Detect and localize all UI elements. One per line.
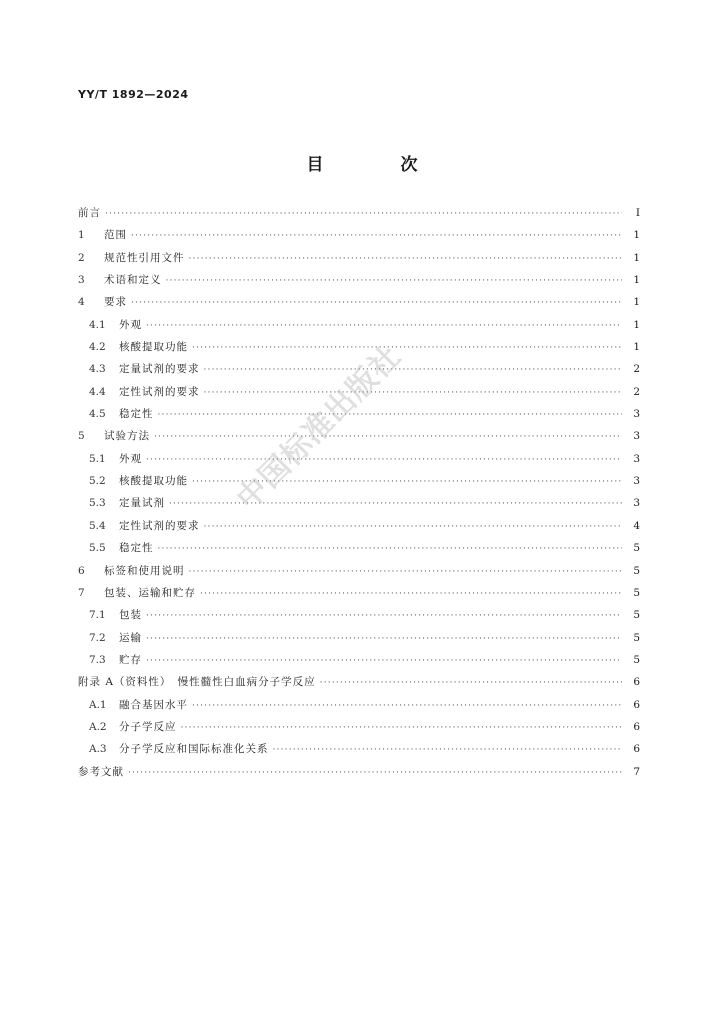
toc-entry-number: 5.5 [89,542,106,555]
table-of-contents [78,205,640,786]
toc-entry[interactable] [78,451,640,473]
toc-leader-dots [204,365,623,375]
toc-entry-number: 4.4 [89,385,106,398]
toc-entry[interactable] [78,607,640,629]
toc-leader-dots [189,567,623,577]
toc-entry[interactable] [78,205,640,227]
toc-leader-dots [204,388,623,398]
toc-entry[interactable] [78,540,640,562]
toc-entry-number: 7.1 [89,609,106,622]
toc-entry-number: 2 [78,251,85,264]
toc-entry-page: 4 [633,519,640,532]
toc-leader-dots [192,701,622,711]
toc-entry[interactable] [78,563,640,585]
toc-leader-dots [146,656,622,666]
toc-entry-label: 包装 [119,609,142,622]
toc-entry-page: 3 [633,475,640,488]
toc-entry-page: 6 [633,676,640,689]
toc-entry-label: 规范性引用文件 [104,251,185,264]
toc-entry[interactable] [78,227,640,249]
toc-entry-page: 6 [633,720,640,733]
toc-entry-page: 6 [633,743,640,756]
toc-entry-page: 3 [633,497,640,510]
toc-entry-label: 附录 A（资料性） 慢性髓性白血病分子学反应 [78,676,316,689]
toc-entry[interactable] [78,361,640,383]
toc-entry-number: 5.2 [89,475,106,488]
toc-entry[interactable] [78,272,640,294]
toc-entry[interactable] [78,674,640,696]
toc-entry[interactable] [78,473,640,495]
toc-entry-page: 5 [633,586,640,599]
toc-entry[interactable] [78,294,640,316]
toc-entry-label: 试验方法 [104,430,150,443]
toc-entry-label: 包装、运输和贮存 [104,586,196,599]
toc-leader-dots [158,410,623,420]
toc-entry-page: 3 [633,430,640,443]
toc-entry-page: 1 [633,251,640,264]
toc-entry-number: 4.2 [89,341,106,354]
toc-leader-dots [192,343,622,353]
toc-entry-page: 3 [633,452,640,465]
toc-entry-label: 运输 [119,631,142,644]
toc-entry-label: 外观 [119,452,142,465]
toc-entry-number: A.2 [89,720,107,733]
toc-entry-page: 2 [633,363,640,376]
toc-leader-dots [158,544,623,554]
toc-entry-label: 融合基因水平 [119,698,188,711]
toc-leader-dots [181,723,623,733]
toc-leader-dots [146,455,622,465]
toc-leader-dots [169,499,622,509]
toc-entry-number: 3 [78,274,85,287]
toc-entry-label: 范围 [104,229,127,242]
toc-leader-dots [105,209,622,219]
toc-entry-label: 前言 [78,207,101,219]
toc-leader-dots [166,276,623,286]
toc-entry-label: 要求 [104,296,127,309]
toc-entry-label: 分子学反应和国际标准化关系 [119,743,269,756]
toc-entry-label: 核酸提取功能 [119,475,188,488]
toc-entry[interactable] [78,495,640,517]
toc-entry-label: 参考文献 [78,765,124,778]
toc-entry[interactable] [78,652,640,674]
toc-leader-dots [146,634,622,644]
toc-leader-dots [204,522,623,532]
toc-entry[interactable] [78,719,640,741]
toc-entry-label: 定量试剂的要求 [119,363,200,376]
toc-entry-number: A.3 [89,743,107,756]
toc-entry[interactable] [78,697,640,719]
toc-entry-number: 4.5 [89,408,106,421]
toc-entry-number: 5 [78,430,85,443]
toc-entry[interactable] [78,764,640,786]
toc-leader-dots [146,321,622,331]
toc-entry[interactable] [78,384,640,406]
toc-entry[interactable] [78,428,640,450]
toc-entry-label: 定性试剂的要求 [119,385,200,398]
toc-entry-page: 1 [633,274,640,287]
standard-code: YY/T 1892—2024 [78,88,189,101]
toc-entry-label: 稳定性 [119,408,154,421]
toc-entry-page: 2 [633,385,640,398]
toc-entry[interactable] [78,630,640,652]
toc-entry-page: Ⅰ [635,207,640,219]
toc-entry-page: 1 [633,341,640,354]
toc-entry-label: 定量试剂 [119,497,165,510]
toc-entry[interactable] [78,339,640,361]
toc-entry-label: 分子学反应 [119,720,177,733]
toc-entry[interactable] [78,741,640,763]
publisher-watermark: 中国标准出版社 [230,338,409,517]
toc-entry-number: 5.3 [89,497,106,510]
toc-entry-number: 7.3 [89,653,106,666]
toc-entry-page: 5 [633,631,640,644]
toc-entry-number: 7.2 [89,631,106,644]
toc-title: 目 次 [306,155,448,175]
toc-entry-label: 外观 [119,318,142,331]
toc-entry-page: 5 [633,564,640,577]
toc-entry-page: 7 [633,765,640,778]
toc-leader-dots [154,432,622,442]
toc-entry[interactable] [78,317,640,339]
toc-entry-page: 1 [633,318,640,331]
toc-entry-number: 5.1 [89,452,106,465]
toc-entry-page: 1 [633,229,640,242]
toc-entry[interactable] [78,585,640,607]
toc-entry-number: A.1 [89,698,107,711]
toc-leader-dots [273,745,623,755]
toc-entry-number: 5.4 [89,519,106,532]
toc-entry-label: 贮存 [119,653,142,666]
toc-leader-dots [192,477,622,487]
toc-leader-dots [128,768,622,778]
toc-entry-number: 4 [78,296,85,309]
toc-entry-label: 定性试剂的要求 [119,519,200,532]
toc-entry-page: 1 [633,296,640,309]
toc-entry-page: 5 [633,653,640,666]
toc-leader-dots [320,678,622,688]
toc-leader-dots [131,298,622,308]
toc-entry-label: 核酸提取功能 [119,341,188,354]
toc-leader-dots [131,231,622,241]
toc-entry-number: 6 [78,564,85,577]
toc-entry-number: 4.1 [89,318,106,331]
toc-entry-label: 标签和使用说明 [104,564,185,577]
toc-entry-page: 5 [633,542,640,555]
toc-leader-dots [200,589,622,599]
toc-entry-number: 1 [78,229,85,242]
toc-entry-label: 稳定性 [119,542,154,555]
toc-entry-page: 3 [633,408,640,421]
toc-entry-page: 5 [633,609,640,622]
toc-entry-page: 6 [633,698,640,711]
toc-entry-number: 7 [78,586,85,599]
toc-leader-dots [189,254,623,264]
toc-entry-number: 4.3 [89,363,106,376]
toc-entry-label: 术语和定义 [104,274,162,287]
toc-leader-dots [146,611,622,621]
toc-entry[interactable] [78,250,640,272]
toc-entry[interactable] [78,406,640,428]
toc-entry[interactable] [78,518,640,540]
